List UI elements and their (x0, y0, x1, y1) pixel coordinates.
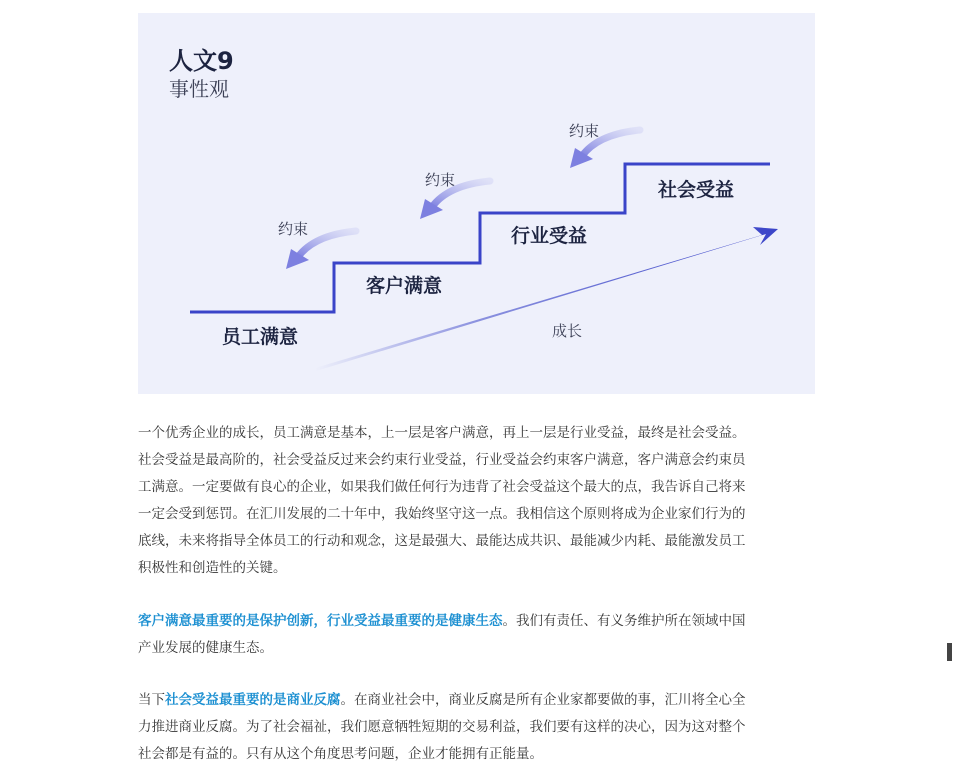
constraint-label-1: 约束 (278, 220, 309, 238)
growth-label: 成长 (552, 322, 583, 340)
stage-customer-satisfaction: 客户满意 (366, 275, 443, 297)
stage-social-benefit: 社会受益 (658, 179, 735, 201)
paragraph-2-highlight: 客户满意最重要的是保护创新，行业受益最重要的是健康生态 (138, 613, 503, 629)
paragraph-1-line-5: 底线，未来将指导全体员工的行动和观念，这是最强大、最能达成共识、最能减少内耗、最能激发员工 (138, 533, 746, 549)
paragraph-3-line-2: 力推进商业反腐。为了社会福祉，我们愿意牺牲短期的交易利益，我们要有这样的决心，因为这对整个 (138, 719, 746, 735)
figure-title: 人文9 (169, 47, 234, 75)
paragraph-3-line-3: 社会都是有益的。只有从这个角度思考问题，企业才能拥有正能量。 (138, 746, 543, 762)
growth-arrow (315, 227, 778, 371)
paragraph-3-line-1 (138, 687, 818, 714)
staircase-figure (138, 13, 815, 394)
paragraph-2-line-2: 产业发展的健康生态。 (138, 640, 273, 656)
figure-subtitle: 事性观 (169, 77, 229, 101)
constraint-label-3: 约束 (569, 122, 600, 140)
paragraph-3-line-1-rest: 。在商业社会中，商业反腐是所有企业家都要做的事，汇川将全心全 (340, 692, 746, 708)
constraint-label-2: 约束 (425, 171, 456, 189)
stage-industry-benefit: 行业受益 (511, 225, 588, 247)
scrollbar-thumb[interactable] (947, 643, 952, 661)
paragraph-2-line-1 (138, 608, 818, 635)
paragraph-1-line-4: 一定会受到惩罚。在汇川发展的二十年中，我始终坚守这一点。我相信这个原则将成为企业家们行为的 (138, 506, 746, 522)
paragraph-1-line-6: 积极性和创造性的关键。 (138, 560, 287, 576)
paragraph-3-prefix: 当下 (138, 692, 165, 708)
paragraph-1-line-1: 一个优秀企业的成长，员工满意是基本，上一层是客户满意，再上一层是行业受益，最终是社会受益。 (138, 425, 746, 441)
stage-employee-satisfaction: 员工满意 (222, 326, 299, 348)
paragraph-3-highlight: 社会受益最重要的是商业反腐 (165, 692, 341, 708)
paragraph-1-line-2: 社会受益是最高阶的，社会受益反过来会约束行业受益，行业受益会约束客户满意，客户满意会约束员 (138, 452, 746, 468)
paragraph-1-line-3: 工满意。一定要做有良心的企业，如果我们做任何行为违背了社会受益这个最大的点，我告诉自己将来 (138, 479, 746, 495)
paragraph-2-line-1-rest: 。我们有责任、有义务维护所在领域中国 (502, 613, 746, 629)
